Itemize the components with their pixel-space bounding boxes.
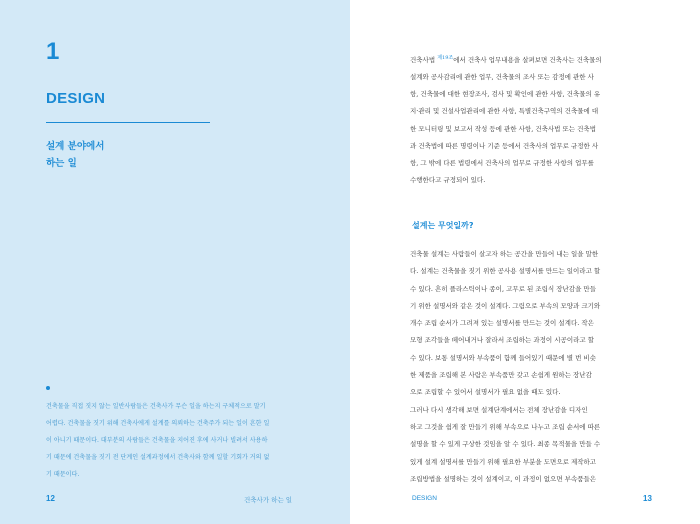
page-number-left: 12	[46, 494, 55, 503]
paragraph-line: 하고 그것을 쉽게 잘 만들기 위해 부속으로 나누고 조립 순서에 따른	[410, 422, 601, 431]
running-head-right: DESIGN	[412, 495, 437, 502]
paragraph-line: 수행한다고 규정되어 있다.	[410, 175, 486, 184]
chapter-title: DESIGN	[46, 90, 106, 107]
side-note-line: 기 때문이다.	[46, 471, 80, 478]
chapter-number: 1	[46, 38, 60, 65]
paragraph-line: 항, 그 밖에 다른 법령에서 건축사의 업무로 규정한 사항의 업무를	[410, 158, 594, 167]
side-note-line: 건축물을 직접 짓지 않는 일반사람들은 건축사가 무슨 일을 하는지 구체적으로 말기	[46, 403, 266, 410]
paragraph-line: 수 있다. 흔히 플라스틱이나 종이, 고무로 된 조립식 장난감을 만들	[410, 284, 596, 293]
paragraph-line: 한 제품을 조립해 본 사람은 부속품만 갖고 손쉽게 원하는 장난감	[410, 371, 592, 380]
paragraph-line: 항, 건축물에 대한 현장조사, 검사 및 확인에 관한 사항, 건축물의 유	[410, 90, 601, 99]
right-page	[350, 0, 700, 524]
paragraph-line: 조립방법을 설명하는 것이 설계이고, 이 과정이 없으면 부속품들은	[410, 474, 597, 483]
subtitle-line: 설계 분야에서	[46, 141, 105, 152]
chapter-divider	[46, 122, 210, 123]
page-number-right: 13	[643, 494, 652, 503]
paragraph-line: 한 모니터링 및 보고서 작성 등에 관한 사항, 건축사법 또는 건축법	[410, 124, 596, 133]
paragraph-line-end: 에서 건축사 업무내용을 살펴보면 건축사는 건축물의	[453, 56, 602, 65]
subtitle-line: 하는 일	[46, 158, 77, 169]
paragraph-line: 있게 설계 설명서를 만들기 위해 필요한 부분을 도면으로 제작하고	[410, 457, 597, 466]
paragraph-line	[410, 50, 656, 69]
side-note-line: 이 아니기 때문이다. 대부분의 사람들은 건축물을 지어진 후에 사거나 빌려서 사용하	[46, 437, 268, 444]
side-note-line: 어렵다. 건축물을 짓기 위해 건축사에게 설계를 의뢰하는 건축주가 되는 일이 흔한 일	[46, 420, 270, 427]
running-head-left: 건축사가 하는 일	[244, 496, 293, 504]
paragraph-line: 그러나 다시 생각해 보면 설계단계에서는 전체 장난감을 디자인	[410, 405, 588, 414]
chapter-subtitle	[46, 138, 104, 172]
paragraph-line: 수 있다. 보통 설명서와 부속품이 함께 들어있기 때문에 별 번 비슷	[410, 353, 596, 362]
paragraph-line: 개수 조립 순서가 그려져 있는 설명서를 만드는 것이 설계다. 작은	[410, 319, 594, 328]
paragraph-line: 설명을 할 수 있게 구상한 것임을 알 수 있다. 최종 목적물을 만들 수	[410, 440, 601, 449]
intro-paragraph	[410, 50, 656, 189]
paragraph-line: 설계와 공사감리에 관한 업무, 건축물의 조사 또는 감정에 관한 사	[410, 73, 594, 82]
side-note	[46, 398, 296, 483]
paragraph-line: 다. 설계는 건축물을 짓기 위한 공사용 설명서를 만드는 일이라고 할	[410, 267, 601, 276]
section-heading: 설계는 무엇일까?	[412, 221, 474, 230]
paragraph-line: 으로 조립할 수 있어서 설명서가 필요 없을 때도 있다.	[410, 388, 561, 397]
side-note-line: 기 때문에 건축물을 짓기 전 단계인 설계과정에서 건축사와 함께 일할 기회가 거의 없	[46, 454, 270, 461]
paragraph-line: 기 위한 설명서와 같은 것이 설계다. 그림으로 부속의 모양과 크기와	[410, 301, 601, 310]
paragraph-line: 건축물 설계는 사람들이 살고자 하는 공간을 만들어 내는 일을 말한	[410, 250, 599, 258]
paragraph-line: 과 건축법에 따른 명령이나 기준 등에서 건축사의 업무로 규정한 사	[410, 141, 599, 150]
bullet-dot	[46, 386, 50, 390]
design-paragraph	[410, 246, 656, 488]
paragraph-line: 모형 조각들을 떼어내거나 잘라서 조립하는 과정이 시공이라고 할	[410, 336, 594, 345]
paragraph-line: 지·관리 및 건설사업관리에 관한 사항, 특별건축구역의 건축물에 대	[410, 107, 599, 116]
paragraph-line-start: 건축사법	[410, 56, 438, 65]
law-reference: 제19조	[437, 55, 454, 61]
